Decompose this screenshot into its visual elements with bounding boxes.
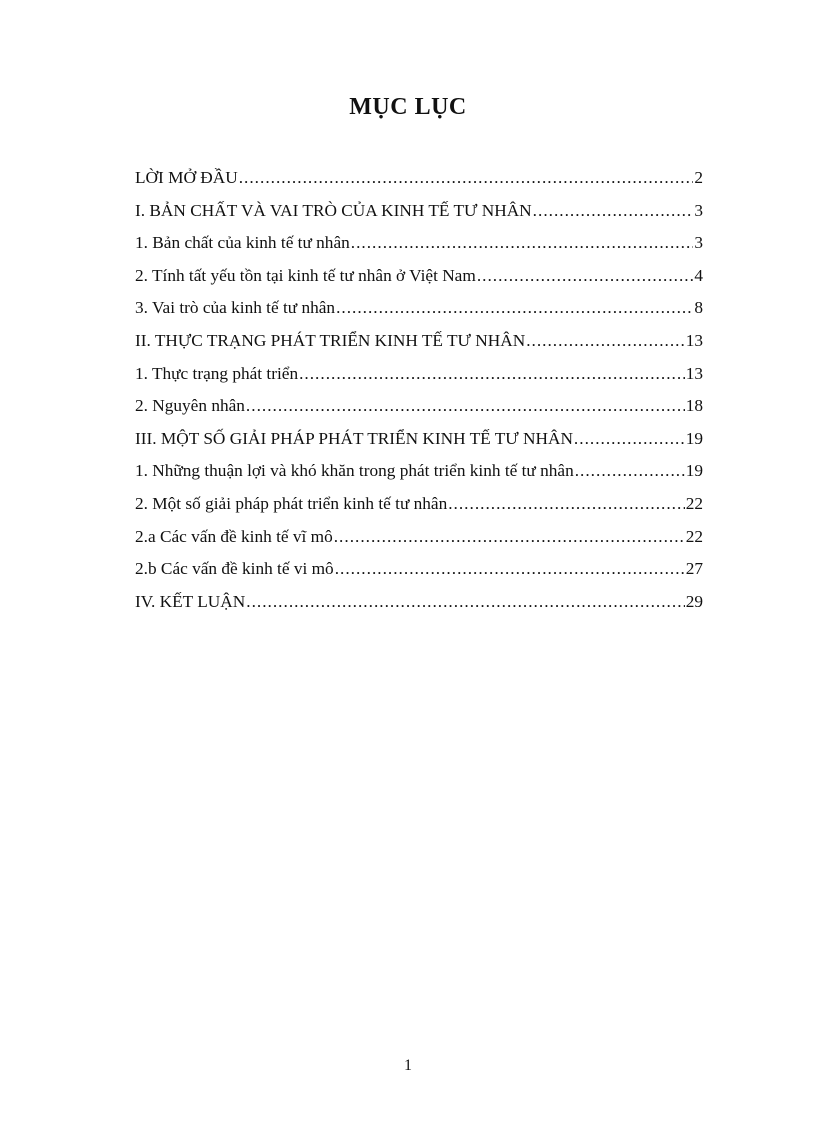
toc-entry-page: 4 xyxy=(694,265,703,285)
toc-entry-page: 8 xyxy=(694,298,703,318)
toc-leader-dots xyxy=(574,429,685,449)
toc-entry-label: 1. Những thuận lợi và khó khăn trong phát triển kinh tế tư nhân xyxy=(135,461,574,481)
toc-entry-page: 27 xyxy=(685,559,703,579)
page-title: MỤC LỤC xyxy=(349,94,467,120)
toc-entry-label: 2.a Các vấn đề kinh tế vĩ mô xyxy=(135,526,333,546)
toc-entry-page: 19 xyxy=(685,428,703,448)
toc-entry[interactable] xyxy=(135,396,703,429)
toc-entry-page: 22 xyxy=(685,493,703,513)
toc-leader-dots xyxy=(246,396,685,416)
toc-entry-page: 13 xyxy=(685,330,703,350)
toc-entry-label: IV. KẾT LUẬN xyxy=(135,591,246,611)
toc-entry-label: 1. Thực trạng phát triển xyxy=(135,363,299,383)
toc-leader-dots xyxy=(246,592,684,612)
toc-entry-label: 2. Tính tất yếu tồn tại kinh tế tư nhân ở Việt Nam xyxy=(135,265,476,285)
toc-entry[interactable] xyxy=(135,461,703,494)
toc-entry[interactable] xyxy=(135,201,703,234)
toc-entry[interactable] xyxy=(135,527,703,560)
toc-entry-label: I. BẢN CHẤT VÀ VAI TRÒ CỦA KINH TẾ TƯ NHÂN xyxy=(135,200,532,220)
toc-entry-page: 18 xyxy=(685,396,703,416)
toc-leader-dots xyxy=(299,364,685,384)
page-number: 1 xyxy=(404,1057,412,1074)
toc-leader-dots xyxy=(477,266,694,286)
toc-entry-page: 3 xyxy=(694,200,703,220)
table-of-contents xyxy=(135,168,703,624)
toc-entry-page: 2 xyxy=(694,168,703,187)
toc-entry-label: II. THỰC TRẠNG PHÁT TRIỂN KINH TẾ TƯ NHÂN xyxy=(135,330,526,350)
toc-leader-dots xyxy=(533,201,694,221)
toc-entry[interactable] xyxy=(135,233,703,266)
toc-entry-label: 1. Bản chất của kinh tế tư nhân xyxy=(135,233,350,253)
toc-leader-dots xyxy=(351,233,694,253)
toc-entry[interactable] xyxy=(135,494,703,527)
toc-leader-dots xyxy=(336,298,693,318)
toc-entry[interactable] xyxy=(135,364,703,397)
toc-leader-dots xyxy=(335,559,685,579)
toc-leader-dots xyxy=(334,527,685,547)
toc-entry-page: 3 xyxy=(694,233,703,253)
toc-entry-page: 13 xyxy=(685,363,703,383)
toc-leader-dots xyxy=(526,331,685,351)
toc-entry-page: 29 xyxy=(685,591,703,611)
toc-leader-dots xyxy=(448,494,685,514)
toc-entry[interactable] xyxy=(135,266,703,299)
toc-entry-page: 19 xyxy=(685,461,703,481)
toc-entry[interactable] xyxy=(135,429,703,462)
toc-entry[interactable] xyxy=(135,331,703,364)
toc-entry-label: 3. Vai trò của kinh tế tư nhân xyxy=(135,298,336,318)
toc-entry-label: 2. Nguyên nhân xyxy=(135,396,245,416)
toc-entry-label: III. MỘT SỐ GIẢI PHÁP PHÁT TRIỂN KINH TẾ TƯ NHÂN xyxy=(135,428,573,448)
toc-entry[interactable] xyxy=(135,298,703,331)
toc-entry[interactable] xyxy=(135,168,703,201)
toc-entry[interactable] xyxy=(135,559,703,592)
toc-entry-page: 22 xyxy=(685,526,703,546)
toc-entry-label: 2.b Các vấn đề kinh tế vi mô xyxy=(135,559,334,579)
toc-entry[interactable] xyxy=(135,592,703,625)
toc-leader-dots xyxy=(575,461,685,481)
toc-leader-dots xyxy=(239,168,694,188)
toc-entry-label: 2. Một số giải pháp phát triển kinh tế tư nhân xyxy=(135,493,448,513)
toc-entry-label: LỜI MỞ ĐẦU xyxy=(135,168,238,187)
